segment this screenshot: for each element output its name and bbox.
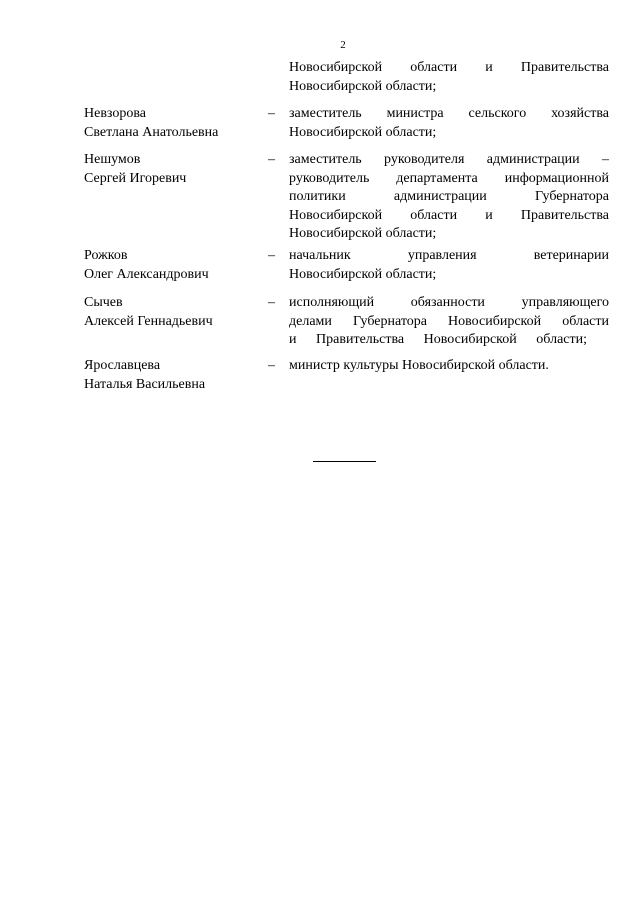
- description-line: Новосибирской области и Правительства: [289, 207, 609, 223]
- description-line: и Правительства Новосибирской области;: [289, 332, 587, 347]
- given-names: Наталья Васильевна: [84, 376, 206, 392]
- entry-description: [289, 357, 609, 376]
- given-names: Светлана Анатольевна: [84, 124, 219, 140]
- description-line: Новосибирской области и Правительства: [289, 60, 609, 75]
- dash-separator: –: [268, 295, 275, 310]
- entry-description: [289, 59, 609, 96]
- surname: Рожков: [84, 248, 128, 263]
- description-line: руководитель департамента информационной: [289, 170, 609, 186]
- given-names: Алексей Геннадьевич: [84, 313, 213, 329]
- description-line: Новосибирской области;: [289, 78, 437, 94]
- entry-description: [289, 105, 609, 142]
- entry-description: [289, 151, 609, 244]
- description-line: начальник управления ветеринарии: [289, 248, 609, 263]
- dash-separator: –: [268, 152, 275, 167]
- given-names: Сергей Игоревич: [84, 170, 187, 186]
- description-line: политики администрации Губернатора: [289, 189, 609, 204]
- surname: Сычев: [84, 295, 123, 310]
- closing-rule: [313, 461, 376, 462]
- description-line: делами Губернатора Новосибирской области: [289, 313, 609, 329]
- description-line: заместитель руководителя администрации –: [289, 152, 609, 167]
- description-line: Новосибирской области;: [289, 266, 437, 282]
- entry-description: [289, 247, 609, 284]
- surname: Ярославцева: [84, 358, 161, 373]
- surname: Нешумов: [84, 152, 141, 167]
- entry-description: [289, 294, 609, 350]
- person-name: [84, 294, 264, 331]
- person-name: [84, 105, 264, 142]
- page-number: 2: [340, 39, 346, 51]
- description-line: министр культуры Новосибирской области.: [289, 358, 549, 373]
- given-names: Олег Александрович: [84, 266, 209, 282]
- description-line: заместитель министра сельского хозяйства: [289, 106, 609, 121]
- person-name: [84, 357, 264, 394]
- person-name: [84, 247, 264, 284]
- description-line: исполняющий обязанности управляющего: [289, 295, 609, 310]
- surname: Невзорова: [84, 106, 147, 121]
- description-line: Новосибирской области;: [289, 226, 437, 241]
- person-name: [84, 151, 264, 188]
- dash-separator: –: [268, 248, 275, 263]
- dash-separator: –: [268, 358, 275, 373]
- dash-separator: –: [268, 106, 275, 121]
- description-line: Новосибирской области;: [289, 124, 437, 140]
